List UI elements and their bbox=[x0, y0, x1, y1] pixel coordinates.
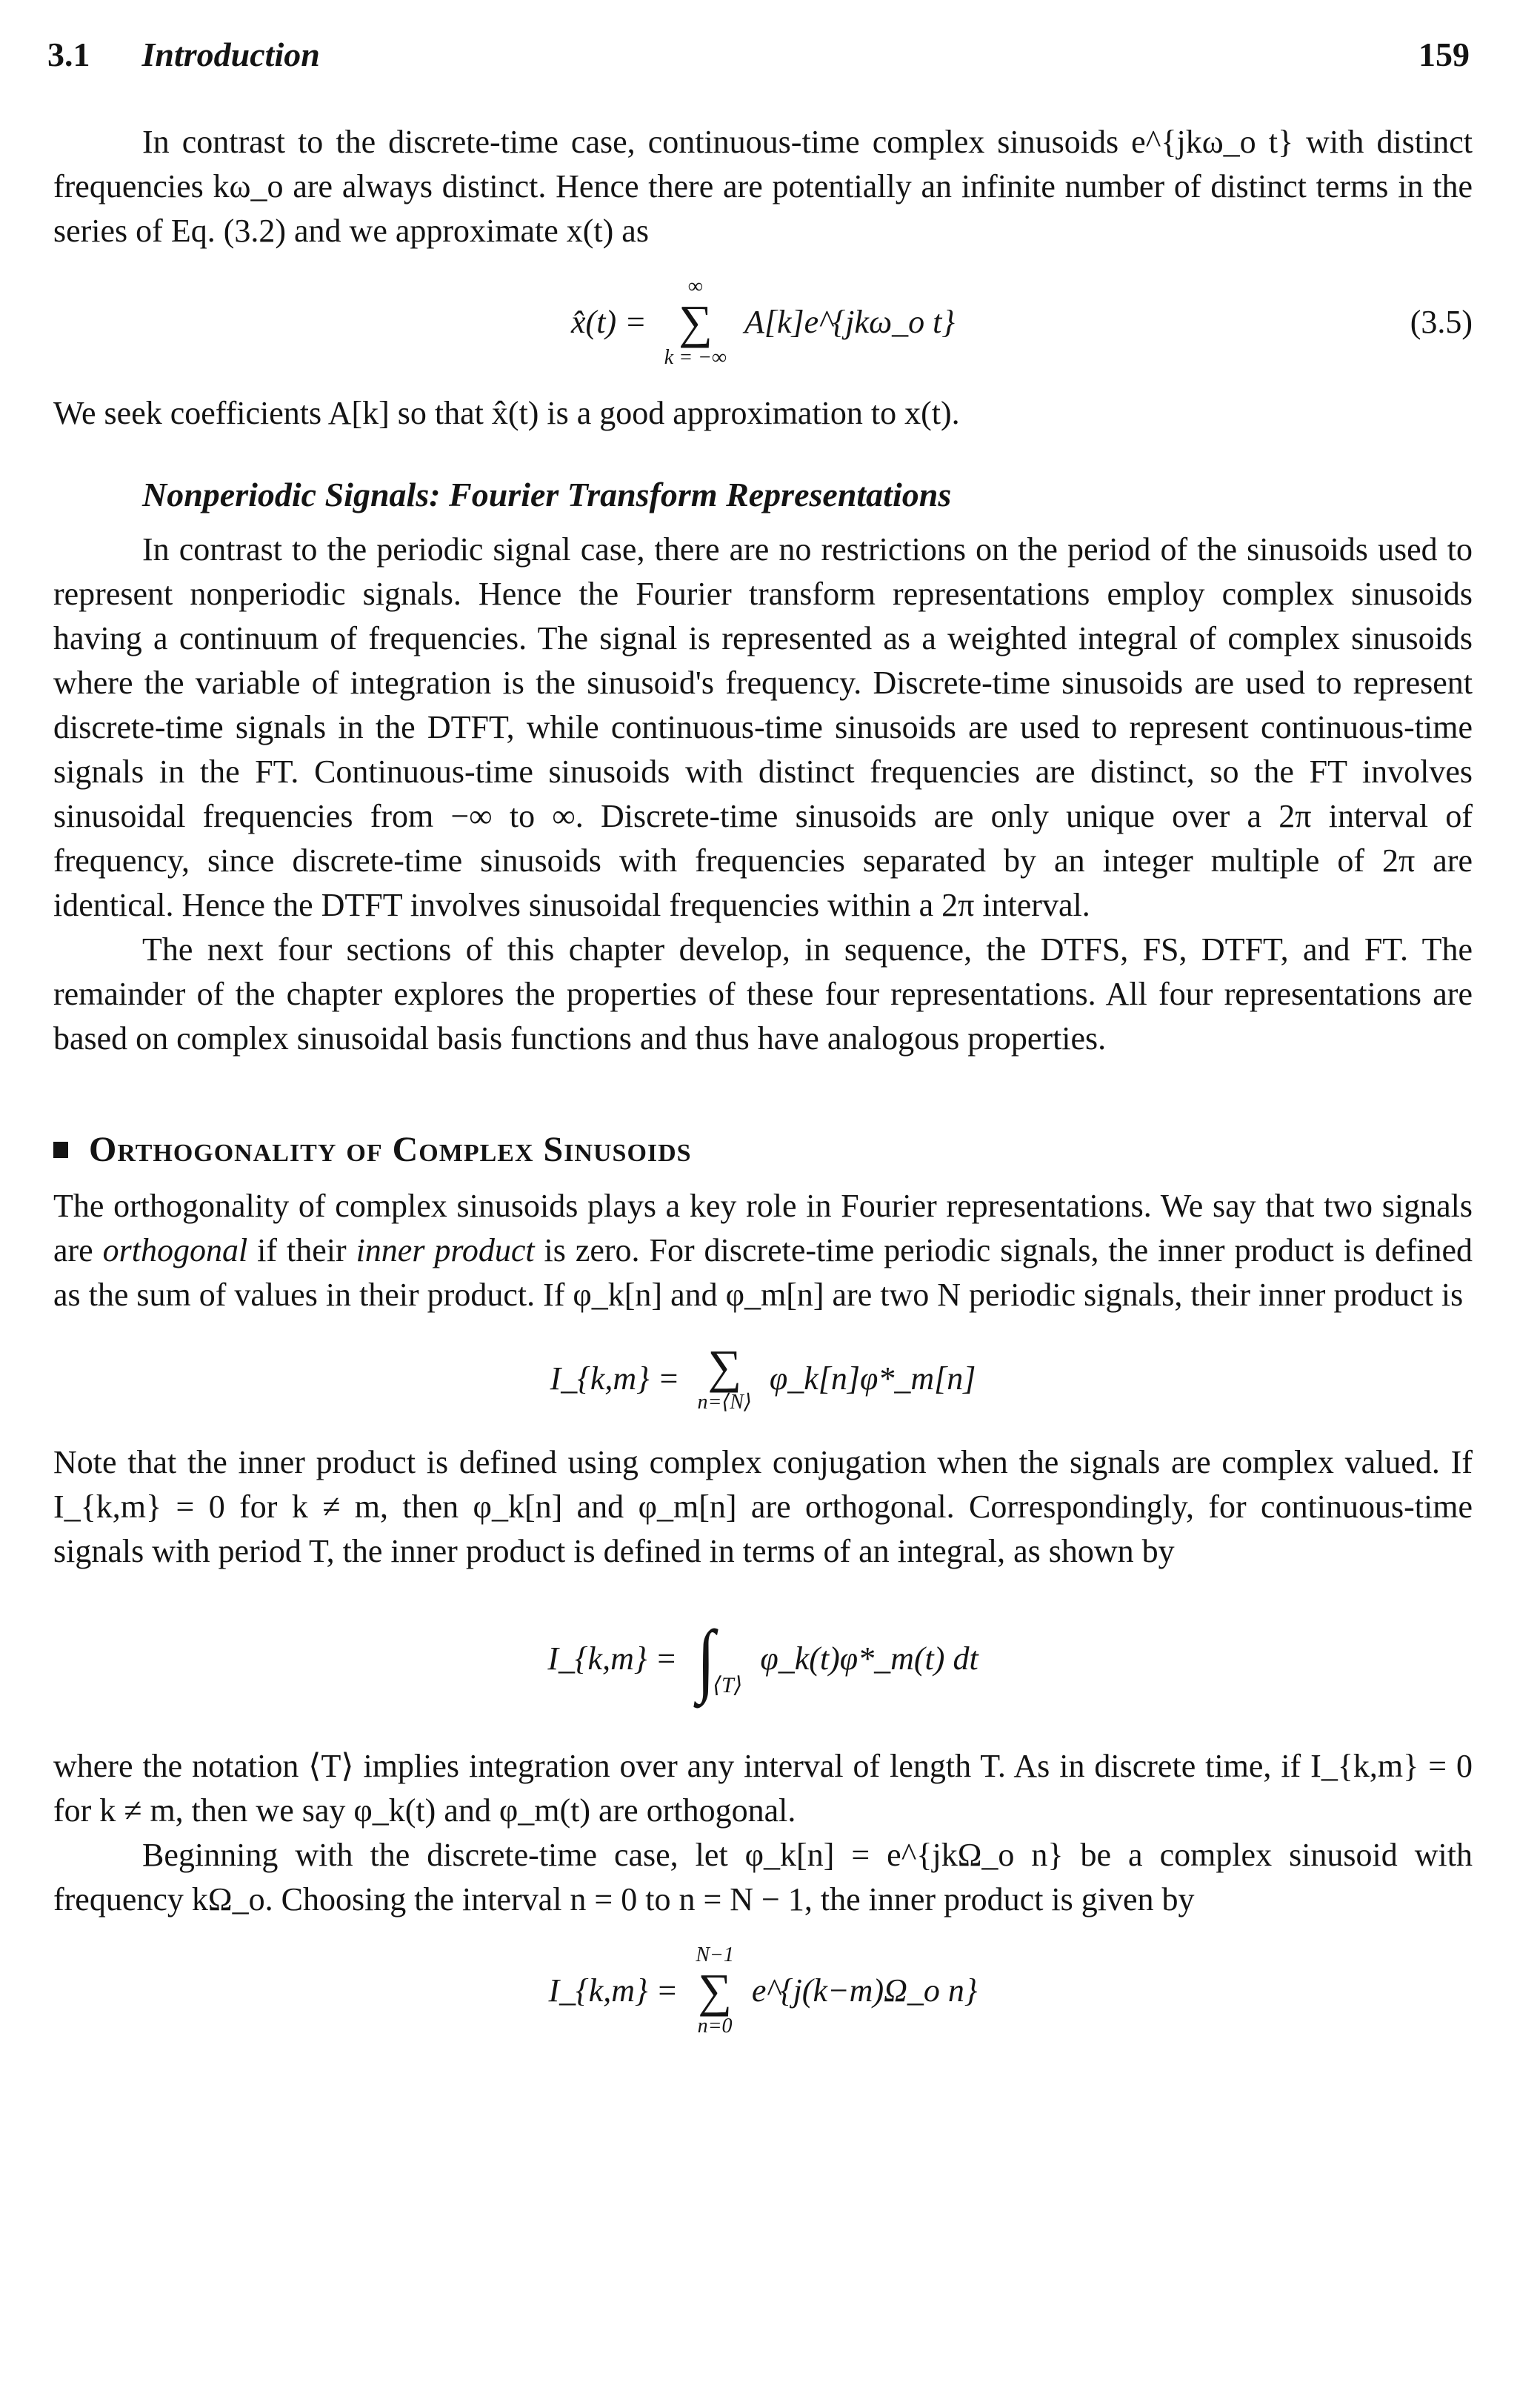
eq35-number: (3.5) bbox=[1410, 304, 1473, 340]
p5-part-c: is zero. For discrete-time periodic signals, the inner product is defined as the sum of values in their product. If φ_k[n] and φ_m[n] are two N periodic signals, their inner product is bbox=[53, 1232, 1473, 1313]
eqd-sigma: ∑ bbox=[707, 1340, 741, 1393]
eqd-term: φ_k[n]φ*_m[n] bbox=[769, 1360, 976, 1397]
eq35-lower-limit: k = −∞ bbox=[664, 346, 727, 369]
equation-3-5 bbox=[53, 274, 1473, 370]
section-number: 3.1 bbox=[47, 36, 90, 73]
term-inner-product: inner product bbox=[356, 1232, 535, 1268]
paragraph-7: where the notation ⟨T⟩ implies integration over any interval of length T. As in discrete time, if I_{k,m} = 0 for k ≠ m, then we say φ_k(t) and φ_m(t) are orthogonal. bbox=[53, 1748, 1473, 1829]
eqe-lhs: I_{k,m} = bbox=[548, 1972, 679, 2009]
subheading-nonperiodic: Nonperiodic Signals: Fourier Transform Representations bbox=[142, 476, 952, 513]
paragraph-2: We seek coefficients A[k] so that x̂(t) is a good approximation to x(t). bbox=[53, 395, 960, 431]
eq35-term: A[k]e^{jkω_o t} bbox=[744, 304, 955, 340]
eqe-upper-limit: N−1 bbox=[696, 1943, 734, 1966]
eqd-summation bbox=[697, 1340, 752, 1414]
eqd-lhs: I_{k,m} = bbox=[550, 1360, 680, 1397]
page-number: 159 bbox=[1418, 36, 1470, 73]
paragraph-4: The next four sections of this chapter develop, in sequence, the DTFS, FS, DTFT, and FT. The remainder of the chapter explores the properties of these four representations. All four representations are based on complex sinusoidal basis functions and thus have analogous properties. bbox=[53, 931, 1473, 1057]
section-heading-text: Orthogonality of Complex Sinusoids bbox=[89, 1130, 692, 1169]
paragraph-8: Beginning with the discrete-time case, let φ_k[n] = e^{jkΩ_o n} be a complex sinusoid with frequency kΩ_o. Choosing the interval n = 0 to n = N − 1, the inner product is given by bbox=[53, 1837, 1473, 1918]
section-heading bbox=[53, 1128, 1473, 1172]
eqd-lower-limit: n=⟨N⟩ bbox=[697, 1391, 752, 1414]
eqe-sigma: ∑ bbox=[698, 1964, 732, 2017]
eq35-summation bbox=[664, 275, 727, 370]
eqe-lower-limit: n=0 bbox=[697, 2015, 733, 2038]
term-orthogonal: orthogonal bbox=[102, 1232, 248, 1268]
paragraph-1: In contrast to the discrete-time case, continuous-time complex sinusoids e^{jkω_o t} with distinct frequencies kω_o are always distinct. Hence there are potentially an infinite number of distinct terms in the series of Eq. (3.2) and we approximate x(t) as bbox=[53, 124, 1473, 249]
eq35-lhs: x̂(t) = bbox=[571, 304, 647, 340]
heading-bullet-icon bbox=[53, 1142, 68, 1158]
equation-inner-product-continuous bbox=[53, 1611, 1473, 1707]
section-title: Introduction bbox=[141, 36, 320, 73]
eqc-integral bbox=[695, 1614, 743, 1704]
eqc-term: φ_k(t)φ*_m(t) dt bbox=[760, 1640, 978, 1677]
p5-part-b: if their bbox=[247, 1232, 356, 1268]
eqc-lhs: I_{k,m} = bbox=[547, 1640, 678, 1677]
p5-part-a: The orthogonality of complex sinusoids plays a key role in Fourier representations. We say that two signals are bbox=[53, 1188, 1473, 1268]
paragraph-3: In contrast to the periodic signal case, there are no restrictions on the period of the sinusoids used to represent nonperiodic signals. Hence the Fourier transform representations employ complex sinusoids having a continuum of frequencies. The signal is represented as a weighted integral of complex sinusoids where the variable of integration is the sinusoid's frequency. Discrete-time sinusoids are used to represent discrete-time signals in the DTFT, while continuous-time sinusoids are used to represent continuous-time signals in the FT. Continuous-time sinusoids with distinct frequencies are distinct, so the FT involves sinusoidal frequencies from −∞ to ∞. Discrete-time sinusoids are only unique over a 2π interval of frequency, since discrete-time sinusoids with frequencies separated by an integer multiple of 2π are identical. Hence the DTFT involves sinusoidal frequencies within a 2π interval. bbox=[53, 531, 1473, 923]
page-body bbox=[53, 120, 1473, 2039]
eq35-upper-limit: ∞ bbox=[687, 275, 703, 298]
equation-inner-product-discrete bbox=[53, 1338, 1473, 1420]
eq35-sigma: ∑ bbox=[679, 296, 713, 348]
eqe-summation bbox=[696, 1943, 734, 2038]
paragraph-5 bbox=[53, 1184, 1473, 1317]
eqc-integral-sign: ∫ bbox=[697, 1614, 716, 1704]
eqc-lower-limit: ⟨T⟩ bbox=[713, 1673, 743, 1697]
running-head bbox=[47, 33, 1470, 77]
equation-inner-product-expansion bbox=[53, 1943, 1473, 2039]
eqe-term: e^{j(k−m)Ω_o n} bbox=[751, 1972, 978, 2009]
paragraph-6: Note that the inner product is defined using complex conjugation when the signals are complex valued. If I_{k,m} = 0 for k ≠ m, then φ_k[n] and φ_m[n] are orthogonal. Correspondingly, for continuous-time signals with period T, the inner product is defined in terms of an integral, as shown by bbox=[53, 1444, 1473, 1569]
